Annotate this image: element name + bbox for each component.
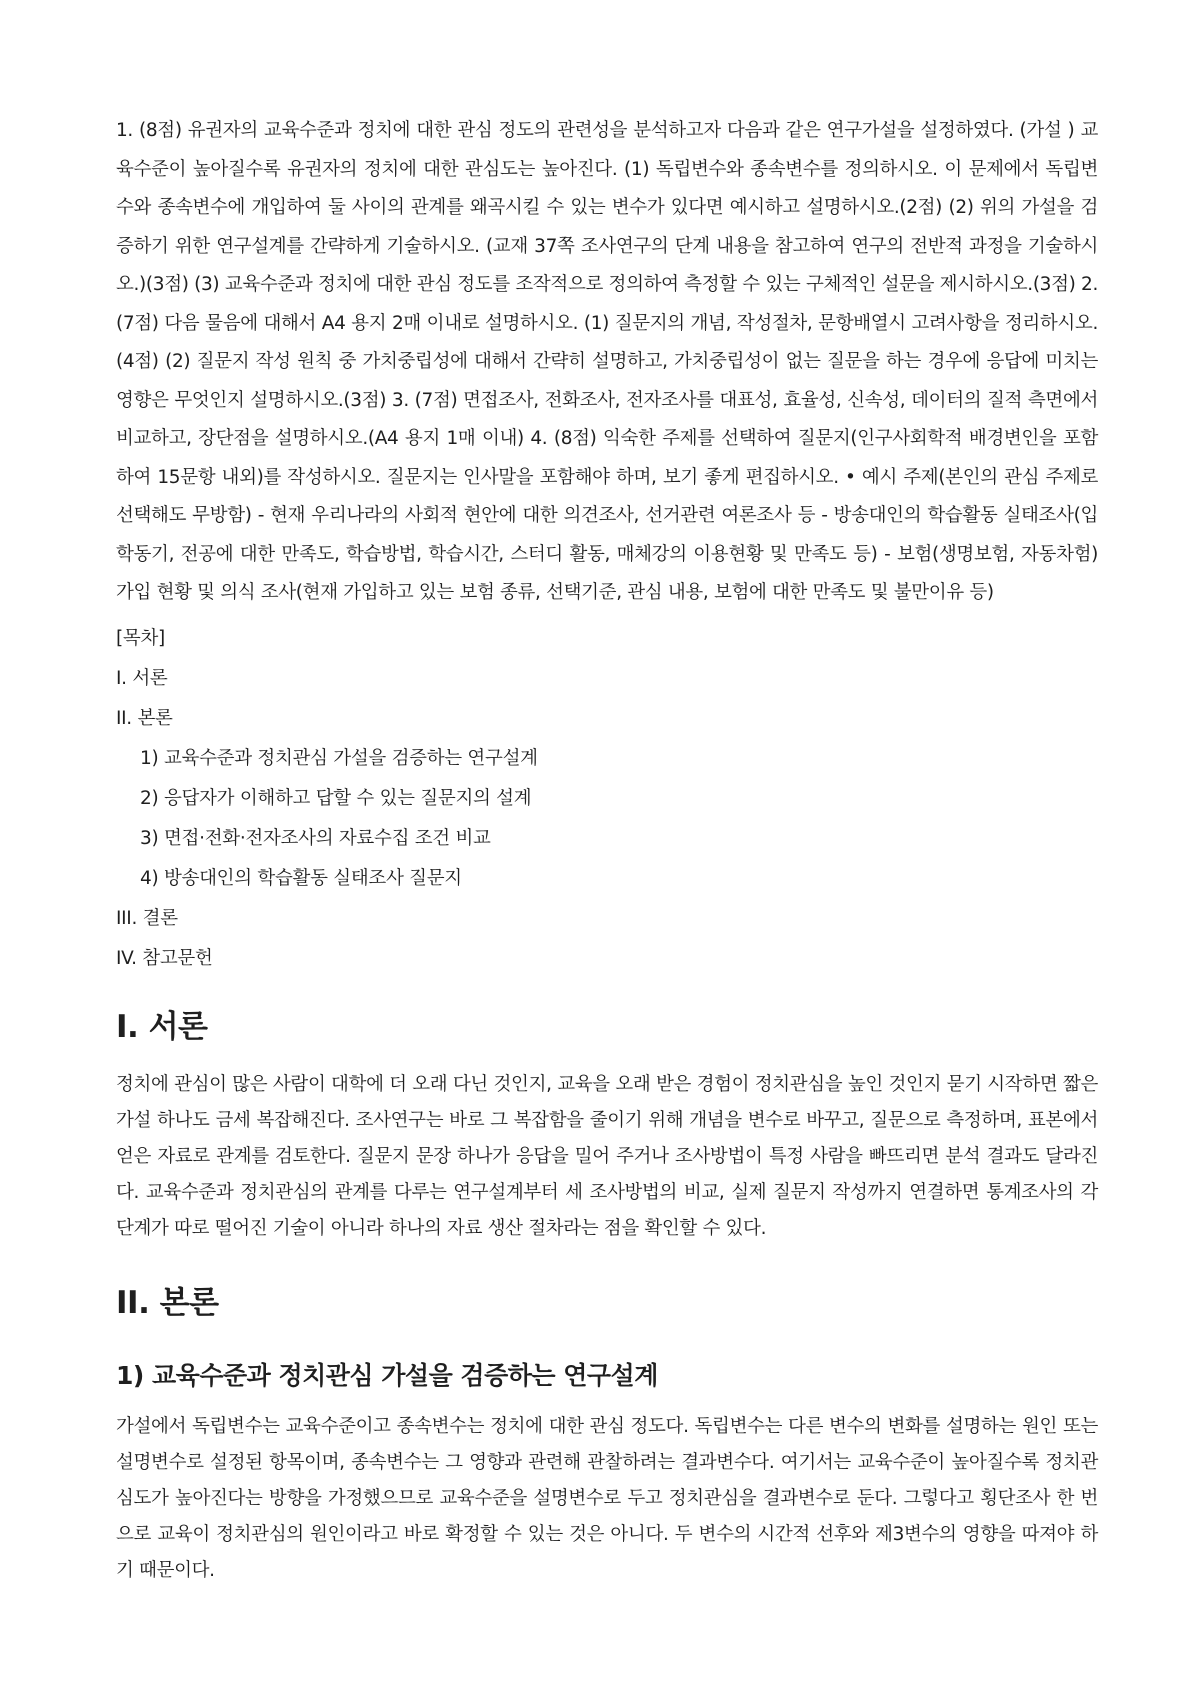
table-of-contents: [116, 627, 1098, 971]
toc-item: I. 서론: [116, 667, 168, 689]
main-heading: II. 본론: [116, 1284, 219, 1321]
toc-item: IV. 참고문헌: [116, 947, 213, 969]
toc-subitem: 2) 응답자가 이해하고 답할 수 있는 질문지의 설계: [140, 787, 532, 809]
subsection-paragraph: 가설에서 독립변수는 교육수준이고 종속변수는 정치에 대한 관심 정도다. 독립변수는 다른 변수의 변화를 설명하는 원인 또는 설명변수로 설정된 항목이며, 종속변수는 그 영향과 관련해 관찰하려는 결과변수다. 여기서는 교육수준이 높아질수록 정치관심도가 높아진다는 방향을 가정했으므로 교육수준을 설명변수로 두고 정치관심을 결과변수로 둔다. 그렇다고 횡단조사 한 번으로 교육이 정치관심의 원인이라고 바로 확정할 수 있는 것은 아니다. 두 변수의 시간적 선후와 제3변수의 영향을 따져야 하기 때문이다.: [116, 1415, 1098, 1581]
subsection-heading: 1) 교육수준과 정치관심 가설을 검증하는 연구설계: [116, 1360, 658, 1390]
toc-subitem: 3) 면접·전화·전자조사의 자료수집 조건 비교: [140, 827, 491, 849]
toc-item: II. 본론: [116, 707, 173, 729]
assignment-prompt: 1. (8점) 유권자의 교육수준과 정치에 대한 관심 정도의 관련성을 분석하고자 다음과 같은 연구가설을 설정하였다. (가설 ) 교육수준이 높아질수록 유권자의 정치에 대한 관심도는 높아진다. (1) 독립변수와 종속변수를 정의하시오. 이 문제에서 독립변수와 종속변수에 개입하여 둘 사이의 관계를 왜곡시킬 수 있는 변수가 있다면 예시하고 설명하시오.(2점) (2) 위의 가설을 검증하기 위한 연구설계를 간략하게 기술하시오. (교재 37쪽 조사연구의 단계 내용을 참고하여 연구의 전반적 과정을 기술하시오.)(3점) (3) 교육수준과 정치에 대한 관심 정도를 조작적으로 정의하여 측정할 수 있는 구체적인 설문을 제시하시오.(3점) 2. (7점) 다음 물음에 대해서 A4 용지 2매 이내로 설명하시오. (1) 질문지의 개념, 작성절차, 문항배열시 고려사항을 정리하시오.(4점) (2) 질문지 작성 원칙 중 가치중립성에 대해서 간략히 설명하고, 가치중립성이 없는 질문을 하는 경우에 응답에 미치는 영향은 무엇인지 설명하시오.(3점) 3. (7점) 면접조사, 전화조사, 전자조사를 대표성, 효율성, 신속성, 데이터의 질적 측면에서 비교하고, 장단점을 설명하시오.(A4 용지 1매 이내) 4. (8점) 익숙한 주제를 선택하여 질문지(인구사회학적 배경변인을 포함하여 15문항 내외)를 작성하시오. 질문지는 인사말을 포함해야 하며, 보기 좋게 편집하시오. • 예시 주제(본인의 관심 주제로 선택해도 무방함) - 현재 우리나라의 사회적 현안에 대한 의견조사, 선거관련 여론조사 등 - 방송대인의 학습활동 실태조사(입학동기, 전공에 대한 만족도, 학습방법, 학습시간, 스터디 활동, 매체강의 이용현황 및 만족도 등) - 보험(생명보험, 자동차험)가입 현황 및 의식 조사(현재 가입하고 있는 보험 종류, 선택기준, 관심 내용, 보험에 대한 만족도 및 불만이유 등): [116, 120, 1098, 603]
intro-heading: I. 서론: [116, 1008, 208, 1045]
toc-subitem: 1) 교육수준과 정치관심 가설을 검증하는 연구설계: [140, 747, 538, 769]
toc-item: III. 결론: [116, 907, 178, 929]
toc-heading: [목차]: [116, 627, 165, 649]
toc-subitem: 4) 방송대인의 학습활동 실태조사 질문지: [140, 867, 462, 889]
intro-paragraph: 정치에 관심이 많은 사람이 대학에 더 오래 다닌 것인지, 교육을 오래 받은 경험이 정치관심을 높인 것인지 묻기 시작하면 짧은 가설 하나도 금세 복잡해진다. 조사연구는 바로 그 복잡함을 줄이기 위해 개념을 변수로 바꾸고, 질문으로 측정하며, 표본에서 얻은 자료로 관계를 검토한다. 질문지 문장 하나가 응답을 밀어 주거나 조사방법이 특정 사람을 빠뜨리면 분석 결과도 달라진다. 교육수준과 정치관심의 관계를 다루는 연구설계부터 세 조사방법의 비교, 실제 질문지 작성까지 연결하면 통계조사의 각 단계가 따로 떨어진 기술이 아니라 하나의 자료 생산 절차라는 점을 확인할 수 있다.: [116, 1073, 1098, 1239]
